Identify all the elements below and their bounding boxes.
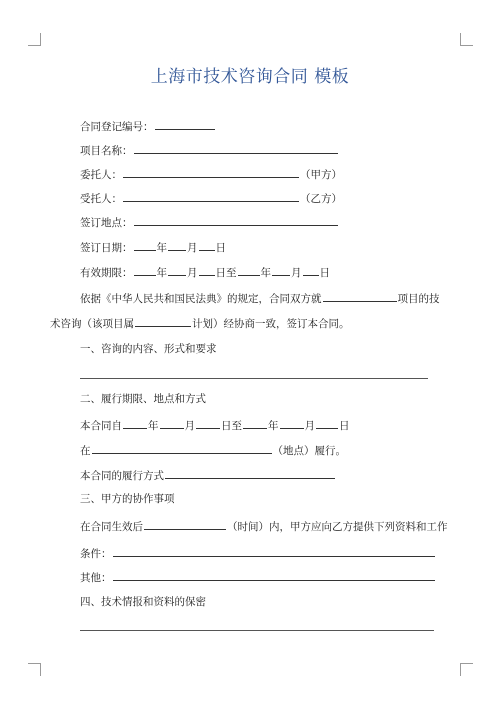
sign-date-label: 签订日期： xyxy=(80,242,133,254)
validity-end-month-blank[interactable] xyxy=(272,264,290,276)
period-start-day-blank[interactable] xyxy=(196,417,220,429)
registration-number-blank[interactable] xyxy=(155,118,215,130)
registration-number-label: 合同登记编号： xyxy=(80,121,154,133)
preamble-text-4: 计划）经协商一致，签订本合同。 xyxy=(192,318,350,330)
validity-end-year-blank[interactable] xyxy=(238,264,260,276)
other-line xyxy=(80,569,436,585)
section-4-heading: 四、技术情报和资料的保密 xyxy=(80,596,206,608)
year-label: 年 xyxy=(268,420,279,432)
crop-mark-top-left xyxy=(28,33,41,46)
cooperation-line xyxy=(80,518,448,534)
year-label: 年 xyxy=(156,267,167,279)
conditions-line xyxy=(80,545,436,561)
day-label: 日 xyxy=(319,267,330,279)
cooperation-time-blank[interactable] xyxy=(144,518,226,530)
sign-year-blank[interactable] xyxy=(134,239,156,251)
after-effective-label: 在合同生效后 xyxy=(80,521,143,533)
crop-mark-bottom-right xyxy=(460,663,473,676)
trustee-line xyxy=(80,190,342,206)
preamble-line-1 xyxy=(80,290,440,306)
validity-end-day-blank[interactable] xyxy=(303,264,319,276)
period-start-month-blank[interactable] xyxy=(160,417,184,429)
period-end-year-blank[interactable] xyxy=(243,417,267,429)
project-name-line xyxy=(80,142,339,158)
year-label: 年 xyxy=(148,420,159,432)
performance-method-blank[interactable] xyxy=(165,467,335,479)
place-note: （地点）履行。 xyxy=(272,445,346,457)
month-label: 月 xyxy=(187,267,198,279)
preamble-plan-blank[interactable] xyxy=(135,315,191,327)
year-label: 年 xyxy=(260,267,271,279)
performance-place-blank[interactable] xyxy=(92,442,272,454)
validity-start-month-blank[interactable] xyxy=(168,264,186,276)
preamble-text-1: 依据《中华人民共和国民法典》的规定，合同双方就 xyxy=(80,293,322,305)
day-label: 日 xyxy=(339,420,350,432)
sign-month-blank[interactable] xyxy=(168,239,186,251)
section-1-heading: 一、咨询的内容、形式和要求 xyxy=(80,343,217,355)
other-blank[interactable] xyxy=(113,569,435,581)
day-to-label: 日至 xyxy=(221,420,242,432)
validity-line xyxy=(80,264,330,280)
month-label: 月 xyxy=(187,242,198,254)
performance-period-line xyxy=(80,417,350,433)
validity-start-day-blank[interactable] xyxy=(199,264,215,276)
performance-place-line xyxy=(80,442,346,458)
place-at-label: 在 xyxy=(80,445,91,457)
trustee-role: （乙方） xyxy=(300,193,342,205)
registration-number-line xyxy=(80,118,216,134)
validity-label: 有效期限： xyxy=(80,267,133,279)
document-title: 上海市技术咨询合同 模板 xyxy=(150,67,350,87)
preamble-project-blank[interactable] xyxy=(323,290,397,302)
trustee-blank[interactable] xyxy=(123,190,299,202)
time-note: （时间）内，甲方应向乙方提供下列资料和工作 xyxy=(227,521,448,533)
client-line xyxy=(80,166,342,182)
trustee-label: 受托人： xyxy=(80,193,122,205)
client-role: （甲方） xyxy=(300,169,342,181)
period-end-month-blank[interactable] xyxy=(280,417,304,429)
sign-date-line xyxy=(80,239,226,255)
sign-day-blank[interactable] xyxy=(199,239,215,251)
preamble-line-2 xyxy=(50,315,350,331)
performance-method-line xyxy=(80,467,336,483)
day-label: 日 xyxy=(215,242,226,254)
month-label: 月 xyxy=(184,420,195,432)
preamble-text-2: 项目的技 xyxy=(397,293,440,305)
other-label: 其他： xyxy=(80,572,112,584)
project-name-blank[interactable] xyxy=(134,142,338,154)
conditions-label: 条件： xyxy=(80,548,112,560)
sign-place-blank[interactable] xyxy=(134,214,338,226)
year-label: 年 xyxy=(156,242,167,254)
period-start-year-blank[interactable] xyxy=(123,417,147,429)
preamble-text-3: 术咨询（该项目属 xyxy=(50,318,134,330)
month-label: 月 xyxy=(304,420,315,432)
validity-start-year-blank[interactable] xyxy=(134,264,156,276)
crop-mark-bottom-left xyxy=(28,663,41,676)
client-label: 委托人： xyxy=(80,169,122,181)
section-4-blank-rule[interactable] xyxy=(80,630,434,631)
sign-place-label: 签订地点： xyxy=(80,217,133,229)
section-3-heading: 三、甲方的协作事项 xyxy=(80,493,175,505)
method-label: 本合同的履行方式 xyxy=(80,470,164,482)
month-label: 月 xyxy=(291,267,302,279)
sign-place-line xyxy=(80,214,339,230)
section-1-blank-rule[interactable] xyxy=(80,378,428,379)
period-end-day-blank[interactable] xyxy=(316,417,338,429)
section-2-heading: 二、履行期限、地点和方式 xyxy=(80,393,206,405)
day-to-label: 日至 xyxy=(215,267,237,279)
project-name-label: 项目名称： xyxy=(80,145,133,157)
client-blank[interactable] xyxy=(123,166,299,178)
crop-mark-top-right xyxy=(460,33,473,46)
period-from-label: 本合同自 xyxy=(80,420,122,432)
conditions-blank[interactable] xyxy=(113,545,435,557)
